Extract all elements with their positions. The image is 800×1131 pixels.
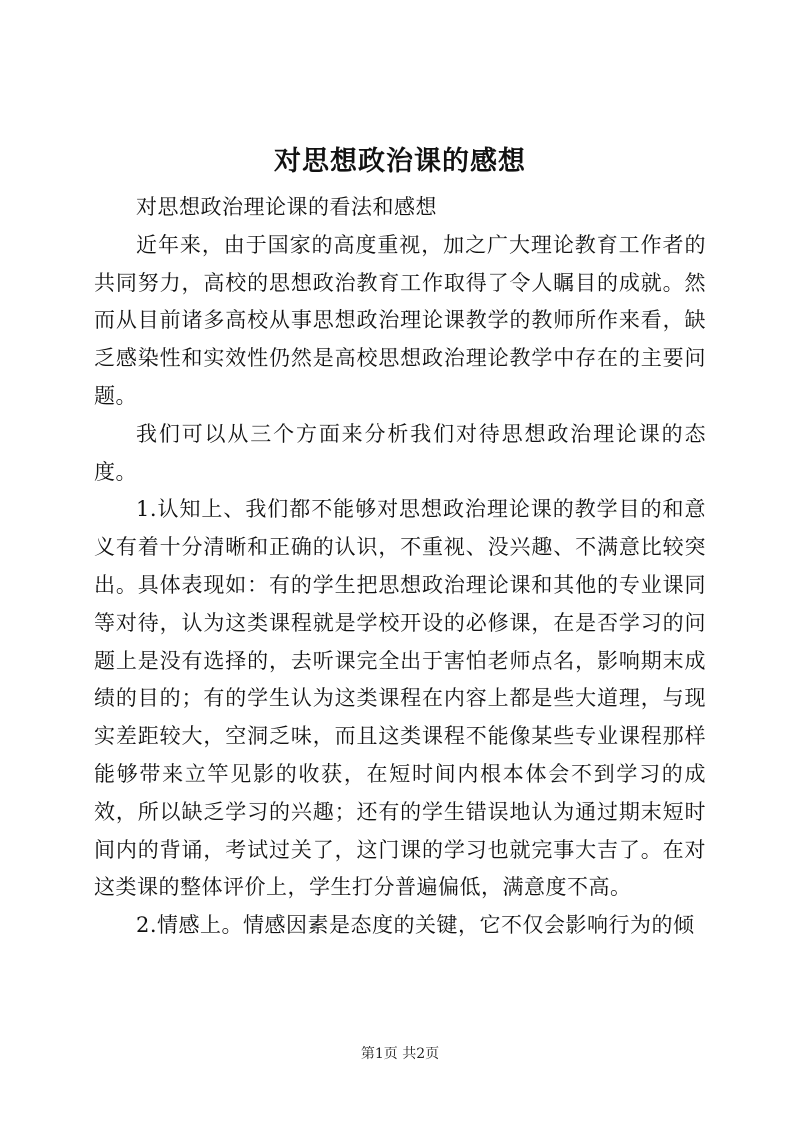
document-body bbox=[94, 189, 706, 945]
subtitle-paragraph: 对思想政治理论课的看法和感想 bbox=[136, 195, 437, 219]
paragraph-three-aspects: 我们可以从三个方面来分析我们对待思想政治理论课的态度。 bbox=[94, 421, 706, 484]
paragraph-cognition: 1.认知上、我们都不能够对思想政治理论课的教学目的和意义有着十分清晰和正确的认识，不重视、没兴趣、不满意比较突出。具体表现如：有的学生把思想政治理论课和其他的专业课同等对待，认为这类课程就是学校开设的必修课，在是否学习的问题上是没有选择的，去听课完全出于害怕老师点名，影响期末成绩的目的；有的学生认为这类课程在内容上都是些大道理，与现实差距较大，空洞乏味，而且这类课程不能像某些专业课程那样能够带来立竿见影的收获，在短时间内根本体会不到学习的成效，所以缺乏学习的兴趣；还有的学生错误地认为通过期末短时间内的背诵，考试过关了，这门课的学习也就完事大吉了。在对这类课的整体评价上，学生打分普遍偏低，满意度不高。 bbox=[94, 497, 706, 900]
document-title: 对思想政治课的感想 bbox=[274, 146, 526, 177]
page-number-footer: 第1页 共2页 bbox=[360, 1046, 440, 1062]
paragraph-intro: 近年来，由于国家的高度重视，加之广大理论教育工作者的共同努力，高校的思想政治教育工作取得了令人瞩目的成就。然而从目前诸多高校从事思想政治理论课教学的教师所作来看，缺乏感染性和实效性仍然是高校思想政治理论教学中存在的主要问题。 bbox=[94, 232, 706, 408]
paragraph-emotion: 2.情感上。情感因素是态度的关键，它不仅会影响行为的倾 bbox=[136, 913, 695, 938]
